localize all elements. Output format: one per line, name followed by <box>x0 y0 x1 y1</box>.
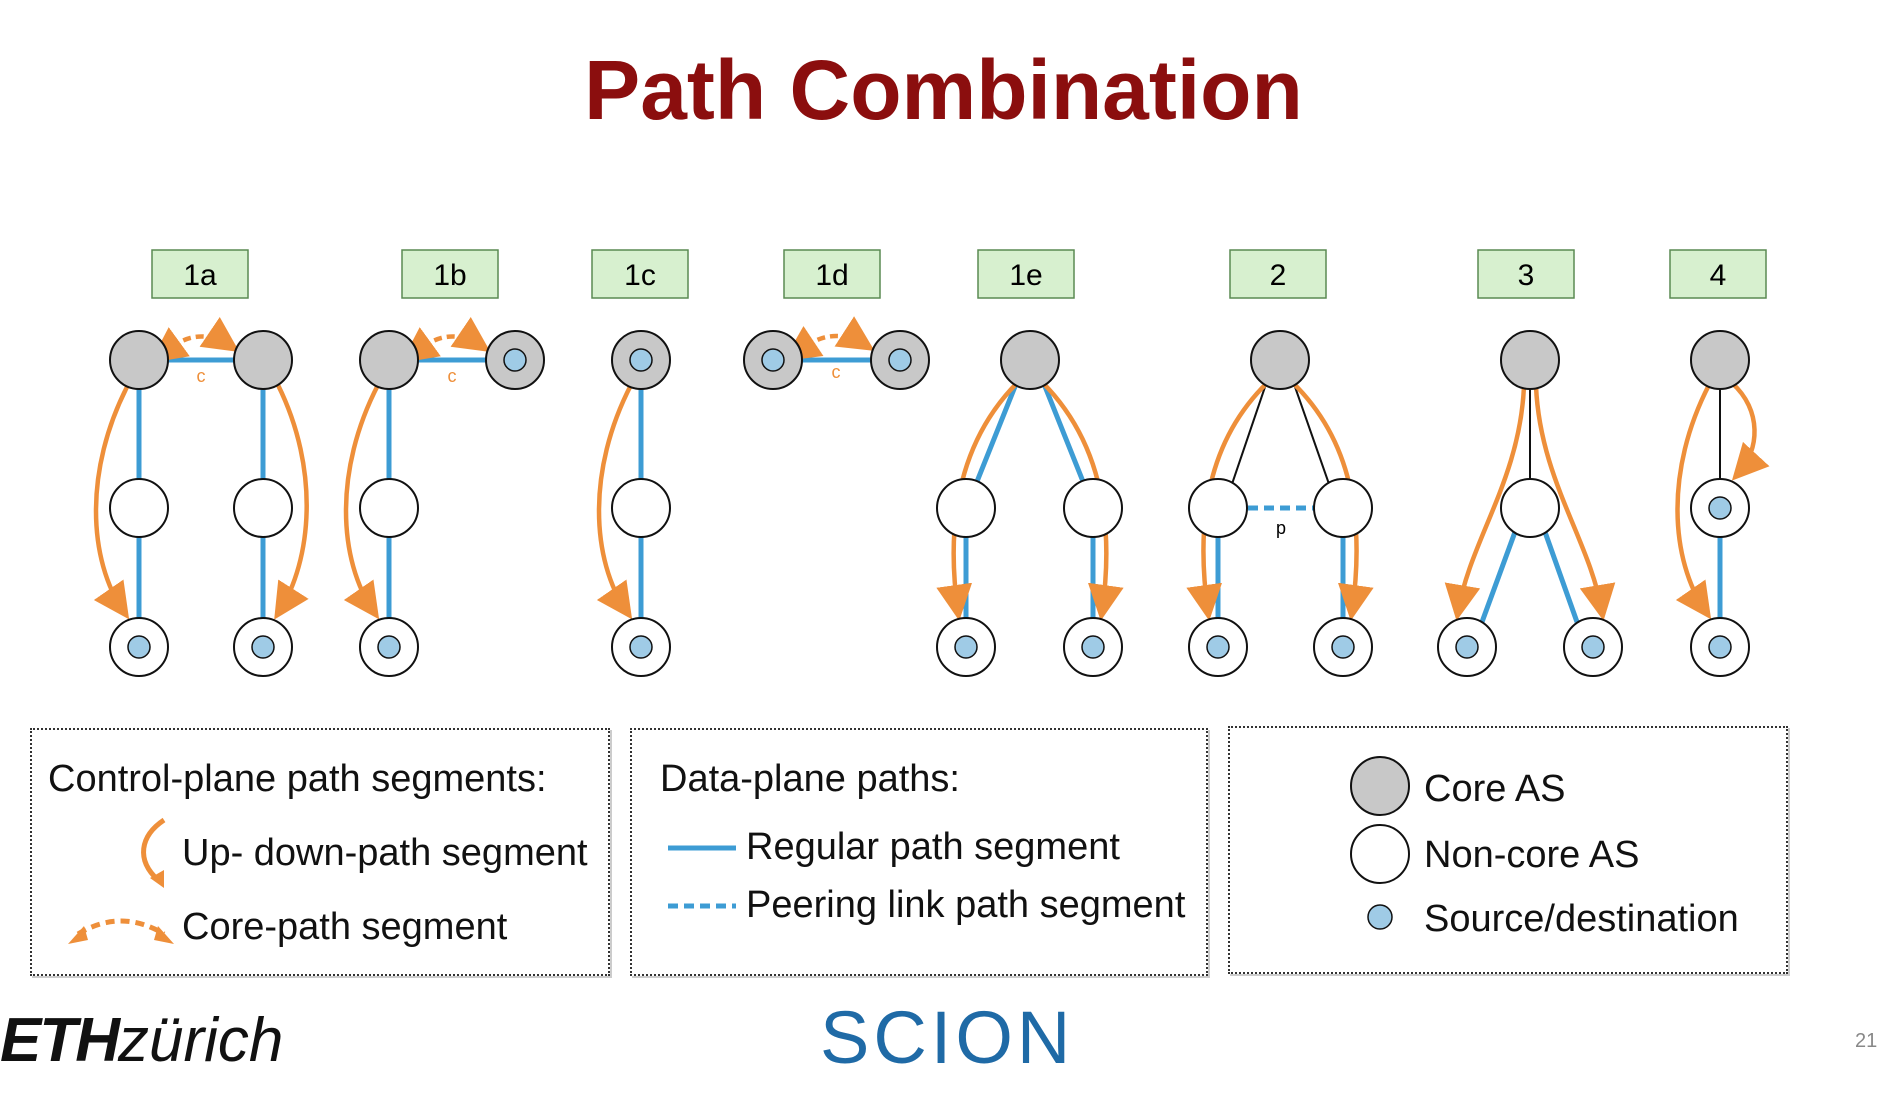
noncore-as-node <box>110 479 168 537</box>
endpoint-dot <box>1582 636 1604 658</box>
scenario-label-2 <box>1230 250 1326 298</box>
scenario-label-1d <box>784 250 880 298</box>
eth-logo-bold: ETH <box>0 1006 118 1075</box>
eth-logo-rest: zürich <box>118 1006 284 1075</box>
scenario-label-text: 1e <box>1009 259 1043 292</box>
endpoint-dot <box>1456 636 1478 658</box>
endpoint-icon <box>1365 902 1395 932</box>
legend-control-heading: Control-plane path segments: <box>48 758 547 800</box>
scenario-label-text: 1d <box>815 259 849 292</box>
noncore-as-icon <box>1348 822 1412 886</box>
legend-peering-label: Peering link path segment <box>746 884 1186 926</box>
noncore-as-node <box>360 479 418 537</box>
core-label-1b: c <box>447 366 457 386</box>
eth-zurich-logo <box>0 1005 283 1075</box>
legend-node-types <box>1228 726 1788 974</box>
core-as-node <box>1501 331 1559 389</box>
scenario-labels <box>152 250 1766 298</box>
core-as-node <box>110 331 168 389</box>
legend-regular-label: Regular path segment <box>746 826 1120 868</box>
scenario-label-text: 1b <box>433 259 467 292</box>
legend-core-as-label: Core AS <box>1424 768 1566 810</box>
legend-data-plane <box>630 728 1208 976</box>
noncore-as-node <box>937 479 995 537</box>
noncore-as-node <box>1314 479 1372 537</box>
endpoint-dot <box>378 636 400 658</box>
scenario-label-1c <box>592 250 688 298</box>
scenario-label-text: 3 <box>1517 259 1535 292</box>
core-as-node <box>234 331 292 389</box>
scenario-label-4 <box>1670 250 1766 298</box>
endpoint-dot <box>504 349 526 371</box>
peering-label: p <box>1275 518 1287 538</box>
core-as-icon <box>1348 754 1412 818</box>
legend-up-down-label: Up- down-path segment <box>182 832 588 874</box>
noncore-as-node <box>1064 479 1122 537</box>
core-as-node <box>360 331 418 389</box>
endpoint-dot <box>1082 636 1104 658</box>
core-label-1d: c <box>831 362 841 382</box>
core-as-nodes <box>110 331 1749 389</box>
regular-line-icon <box>668 838 738 858</box>
slide-title: Path Combination <box>584 43 1303 137</box>
scenario-label-1e <box>978 250 1074 298</box>
noncore-as-node <box>1189 479 1247 537</box>
scenario-label-3 <box>1478 250 1574 298</box>
endpoint-dot <box>128 636 150 658</box>
legend-core-label: Core-path segment <box>182 906 508 948</box>
endpoint-dot <box>630 636 652 658</box>
endpoint-dot <box>1207 636 1229 658</box>
endpoint-dot <box>1332 636 1354 658</box>
scenario-label-text: 2 <box>1269 259 1287 292</box>
legend-endpoint-label: Source/destination <box>1424 898 1739 940</box>
scenario-label-1b <box>402 250 498 298</box>
endpoint-dot <box>252 636 274 658</box>
page-number: 21 <box>1855 1030 1878 1052</box>
scenario-label-text: 1a <box>183 259 217 292</box>
scion-logo: SCION <box>820 996 1075 1079</box>
noncore-as-node <box>612 479 670 537</box>
core-label-1a: c <box>196 366 206 386</box>
core-as-node <box>1691 331 1749 389</box>
core-as-node <box>1001 331 1059 389</box>
scenario-label-text: 1c <box>624 259 656 292</box>
legend-data-heading: Data-plane paths: <box>660 758 960 800</box>
endpoint-dot <box>1709 636 1731 658</box>
peering-line-icon <box>668 896 738 916</box>
legend-control-plane <box>30 728 610 976</box>
scenario-label-text: 4 <box>1709 259 1727 292</box>
core-as-node <box>1251 331 1309 389</box>
noncore-as-node <box>234 479 292 537</box>
endpoint-dot <box>630 349 652 371</box>
up-down-arrow-icon <box>124 816 184 896</box>
legend-noncore-as-label: Non-core AS <box>1424 834 1640 876</box>
endpoint-dot <box>1709 497 1731 519</box>
endpoint-dot <box>955 636 977 658</box>
noncore-as-node <box>1501 479 1559 537</box>
scenario-label-1a <box>152 250 248 298</box>
endpoint-dot <box>889 349 911 371</box>
endpoint-dot <box>762 349 784 371</box>
core-path-arrow-icon <box>66 904 176 954</box>
